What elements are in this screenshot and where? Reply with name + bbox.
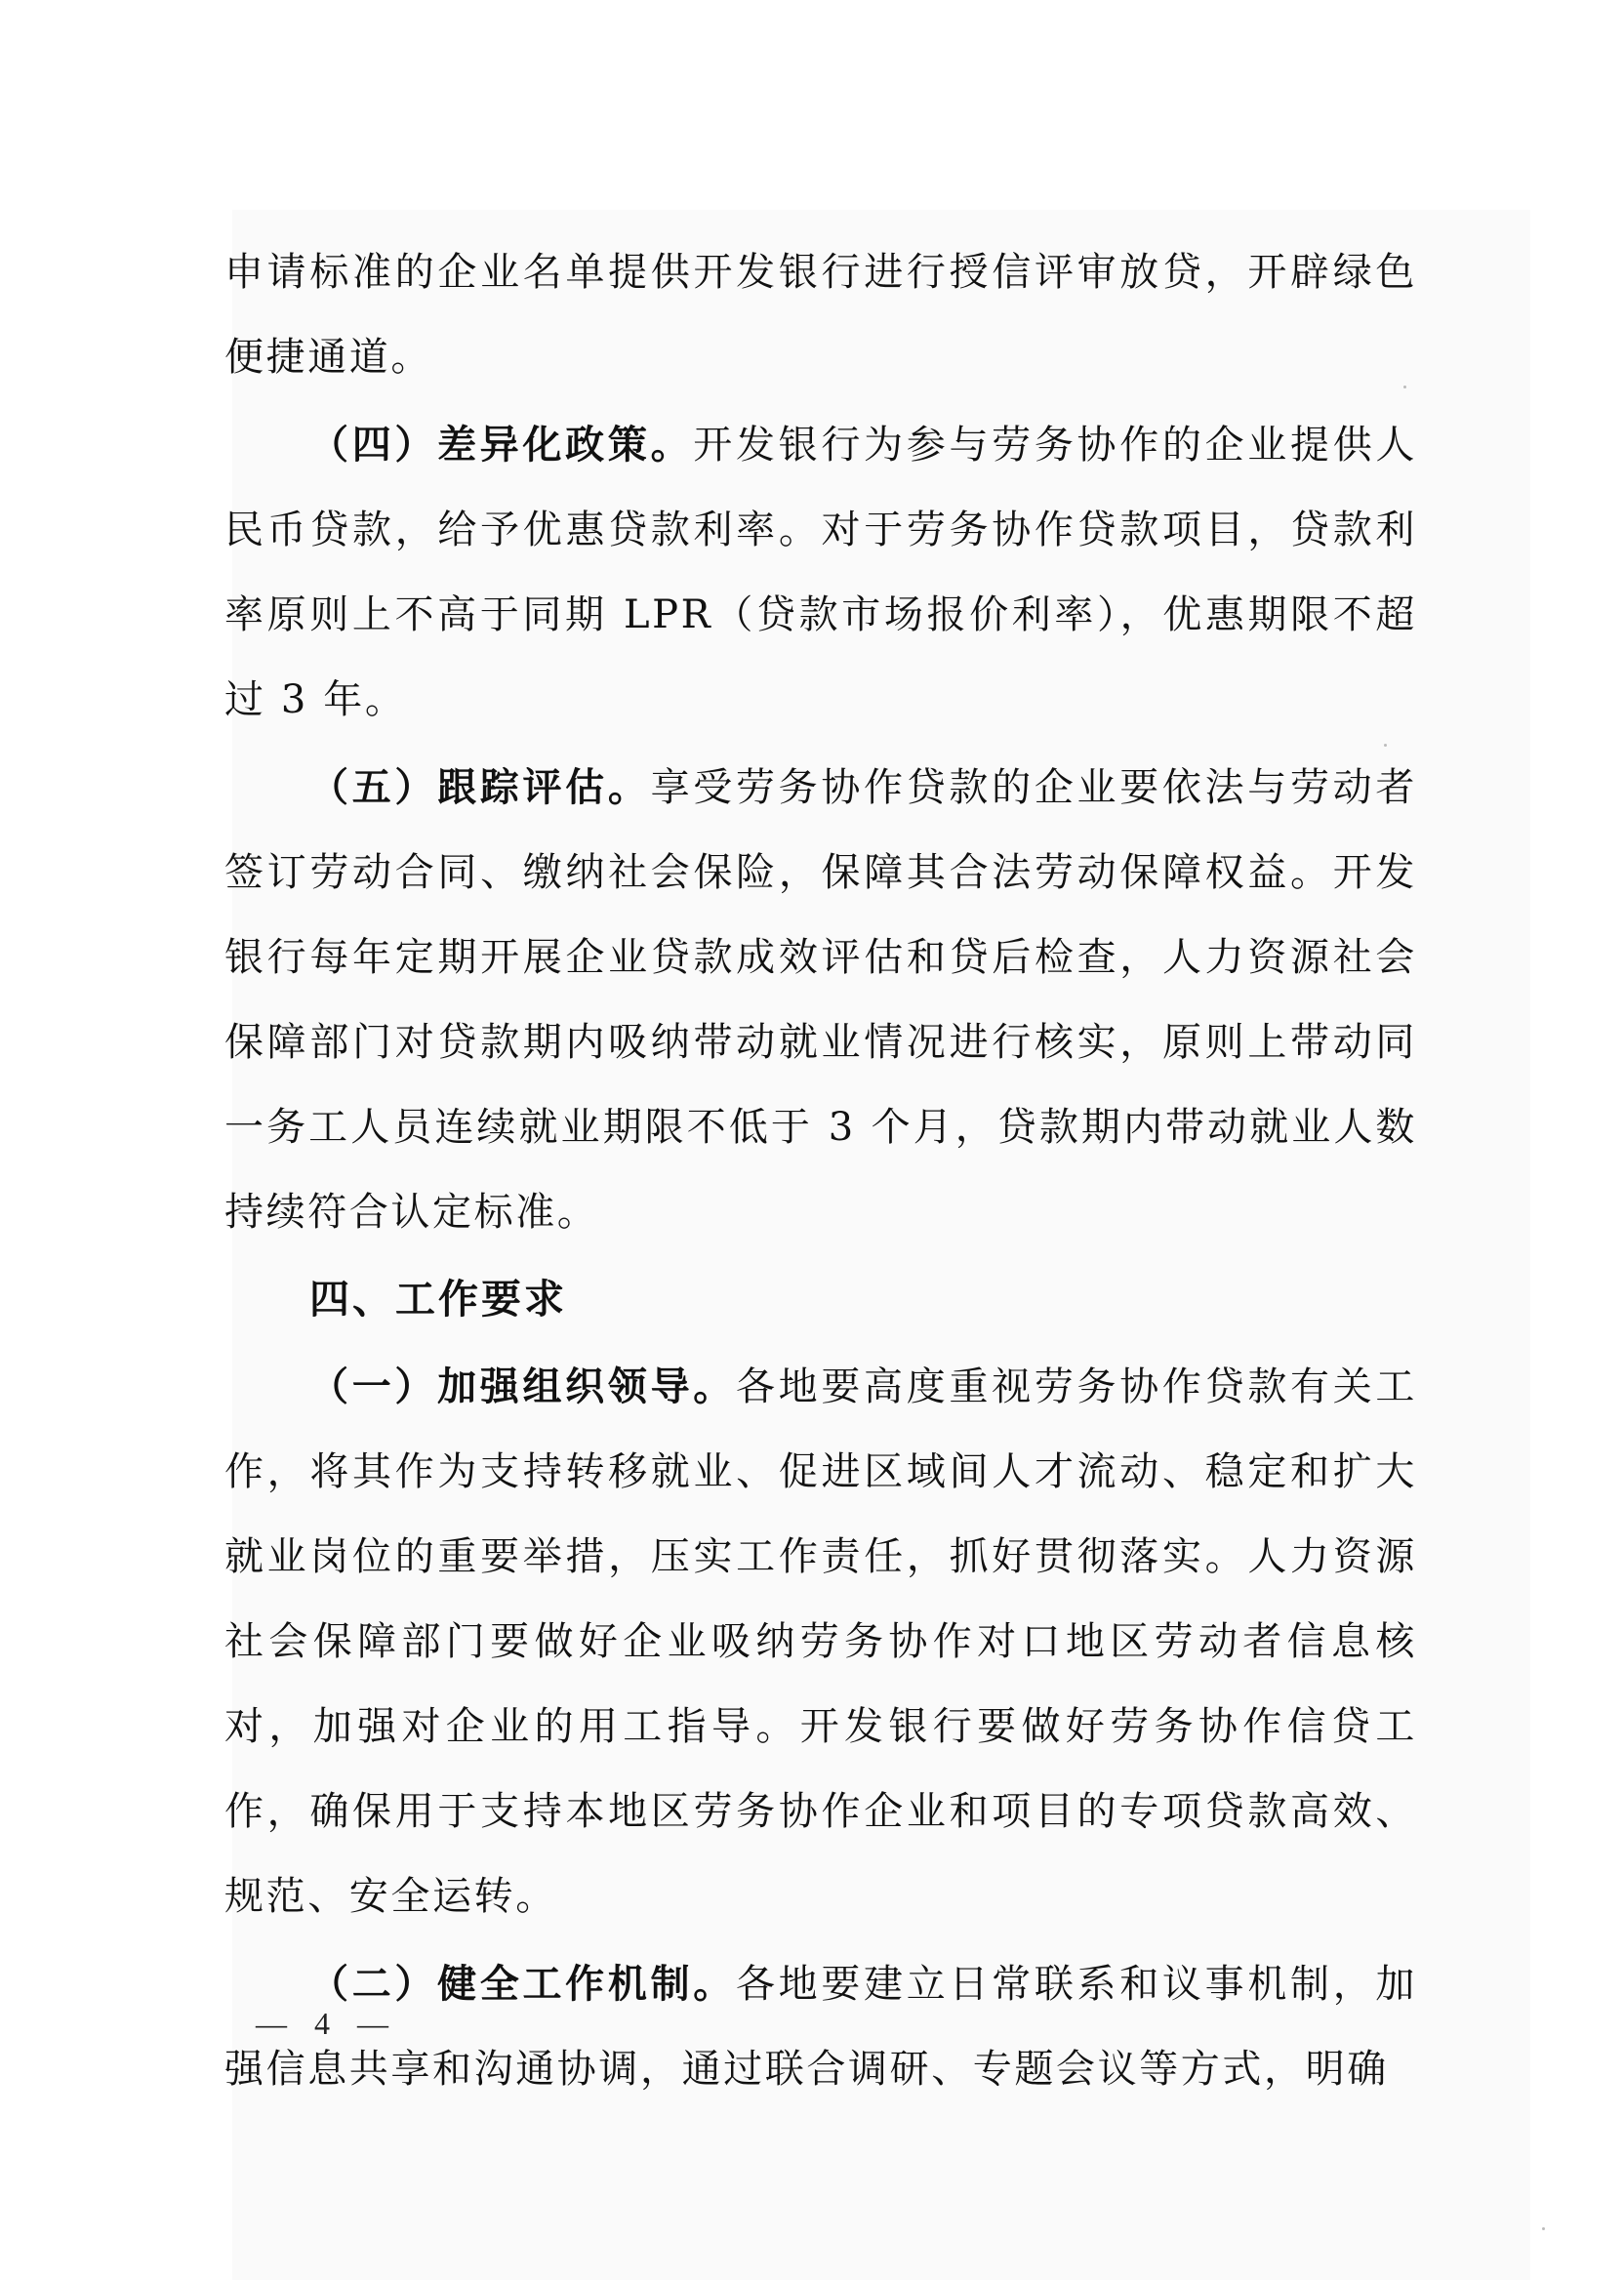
paragraph-text: 各地要建立日常联系和议事机制，加强信息共享和沟通协调，通过联合调研、专题会议等方式，明确 xyxy=(224,1962,1418,2092)
document-body xyxy=(224,230,1417,2114)
scan-speck xyxy=(1403,386,1406,388)
paragraph-lead: （四）差异化政策。 xyxy=(309,422,694,468)
page-number: — 4 — xyxy=(256,2006,398,2041)
paragraph-text: 开发银行为参与劳务协作的企业提供人民币贷款，给予优惠贷款利率。对于劳务协作贷款项目，贷款利率原则上不高于同期 LPR（贷款市场报价利率），优惠期限不超过 3 年。 xyxy=(224,423,1417,722)
paragraph-tracking-evaluation xyxy=(224,745,1417,1255)
section-heading: 四、工作要求 xyxy=(309,1276,567,1323)
paragraph-text: 各地要高度重视劳务协作贷款有关工作，将其作为支持转移就业、促进区域间人才流动、稳定和扩大就业岗位的重要举措，压实工作责任，抓好贯彻落实。人力资源社会保障部门要做好企业吸纳劳务协作对口地区劳动者信息核对，加强对企业的用工指导。开发银行要做好劳务协作信贷工作，确保用于支持本地区劳务协作企业和项目的专项贷款高效、规范、安全运转。 xyxy=(224,1364,1418,1919)
paragraph-continuation xyxy=(224,230,1417,400)
paragraph-organization-leadership xyxy=(224,1344,1417,1939)
paragraph-differentiated-policy xyxy=(224,402,1417,743)
paragraph-text: 申请标准的企业名单提供开发银行进行授信评审放贷，开辟绿色便捷通道。 xyxy=(224,250,1417,380)
paragraph-lead: （二）健全工作机制。 xyxy=(309,1961,736,2007)
paragraph-work-mechanism xyxy=(224,1941,1417,2112)
paragraph-lead: （一）加强组织领导。 xyxy=(309,1364,736,1409)
scan-speck xyxy=(1542,2227,1545,2230)
paragraph-text: 享受劳务协作贷款的企业要依法与劳动者签订劳动合同、缴纳社会保险，保障其合法劳动保障权益。开发银行每年定期开展企业贷款成效评估和贷后检查，人力资源社会保障部门对贷款期内吸纳带动就业情况进行核实，原则上带动同一务工人员连续就业期限不低于 3 个月，贷款期内带动就业人数持续符合认定标准。 xyxy=(224,765,1417,1235)
scan-speck xyxy=(1384,744,1387,747)
paragraph-lead: （五）跟踪评估。 xyxy=(309,764,651,810)
